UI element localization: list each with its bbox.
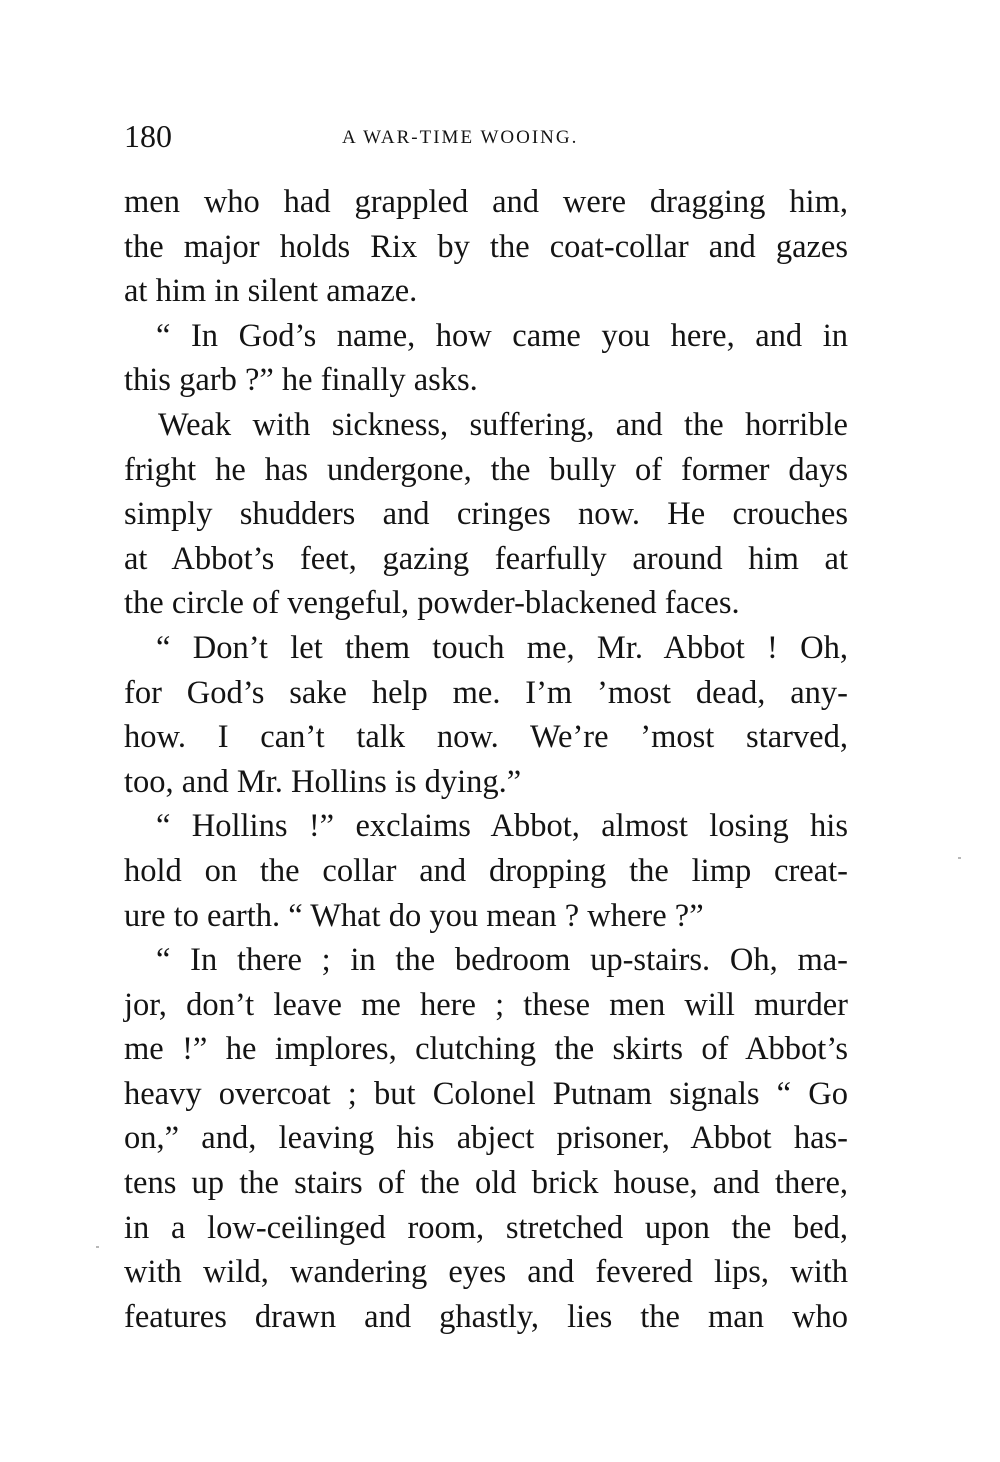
text-line: the major holds Rix by the coat-collar and gazes <box>124 228 848 265</box>
text-line: in a low-ceilinged room, stretched upon the bed, <box>124 1209 848 1246</box>
text-line: how. I can’t talk now. We’re ’most starved, <box>124 719 848 756</box>
margin-speck <box>96 1246 99 1248</box>
running-head <box>124 114 850 158</box>
text-line: Weak with sickness, suffering, and the horrible <box>158 406 848 443</box>
text-line: tens up the stairs of the old brick house, and there, <box>124 1165 848 1202</box>
text-line: too, and Mr. Hollins is dying.” <box>124 763 522 800</box>
text-line: at him in silent amaze. <box>124 273 418 310</box>
text-line: for God’s sake help me. I’m ’most dead, any- <box>124 674 848 711</box>
page-number: 180 <box>124 118 172 154</box>
text-line: at Abbot’s feet, gazing fearfully around him at <box>124 540 848 577</box>
text-line: heavy overcoat ; but Colonel Putnam signals “ Go <box>124 1075 848 1112</box>
text-line: features drawn and ghastly, lies the man who <box>124 1298 848 1335</box>
body-text <box>124 180 848 1339</box>
text-line: me !” he implores, clutching the skirts of Abbot’s <box>124 1031 848 1068</box>
text-line: “ In there ; in the bedroom up-stairs. Oh, ma- <box>156 942 848 979</box>
text-line: ure to earth. “ What do you mean ? where ?” <box>124 897 704 934</box>
text-line: fright he has undergone, the bully of former days <box>124 451 848 488</box>
text-line: this garb ?” he finally asks. <box>124 362 478 399</box>
text-line: “ Don’t let them touch me, Mr. Abbot ! Oh, <box>156 629 848 666</box>
margin-speck <box>958 857 961 859</box>
text-line: jor, don’t leave me here ; these men will murder <box>124 986 848 1023</box>
text-line: on,” and, leaving his abject prisoner, Abbot has- <box>124 1120 848 1157</box>
text-line: “ In God’s name, how came you here, and in <box>156 317 848 354</box>
text-line: the circle of vengeful, powder-blackened faces. <box>124 585 740 622</box>
running-title: A WAR-TIME WOOING. <box>342 127 579 148</box>
text-line: with wild, wandering eyes and fevered lips, with <box>124 1254 848 1291</box>
text-line: hold on the collar and dropping the limp creat- <box>124 852 848 889</box>
text-line: men who had grappled and were dragging him, <box>124 184 848 220</box>
text-line: “ Hollins !” exclaims Abbot, almost losing his <box>156 808 848 845</box>
text-line: simply shudders and cringes now. He crouches <box>124 496 848 533</box>
